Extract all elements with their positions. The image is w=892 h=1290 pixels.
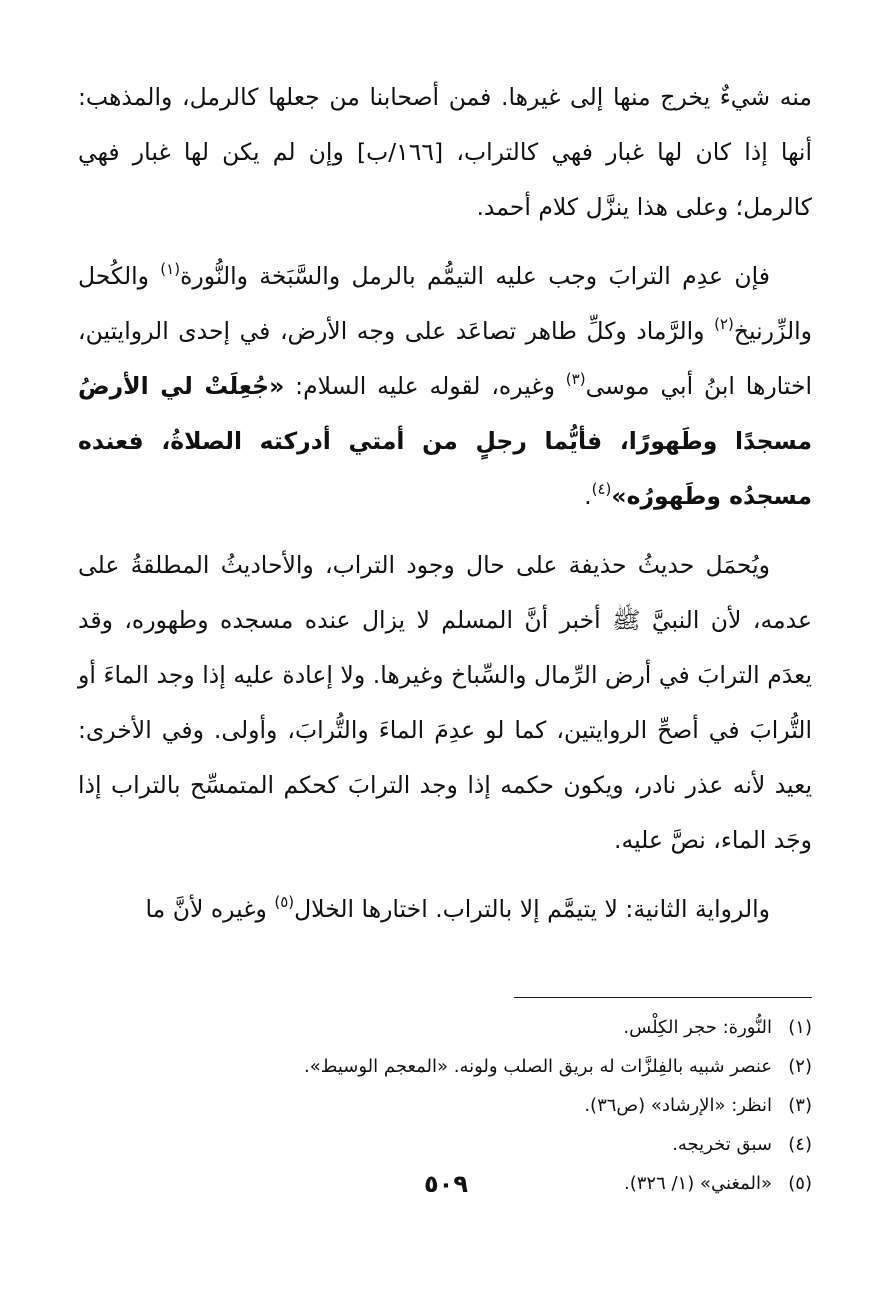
text-run: منه شيءٌ يخرج منها إلى غيرها. فمن أصحابنا من جعلها كالرمل، والمذهب: أنها إذا كان لها غبار فهي كالتراب، [١٦٦/ب] وإن لم يكن لها غبار فهي كالرمل؛ وعلى هذا ينزَّل كلام أحمد. xyxy=(78,83,812,221)
footnote-reference: (٤) xyxy=(591,480,612,498)
footnote-text: «المغني» (١/ ٣٢٦). xyxy=(623,1173,772,1194)
paragraph-gap xyxy=(78,235,812,249)
footnote-text: سبق تخريجه. xyxy=(672,1134,772,1155)
text-run: . xyxy=(584,482,592,510)
paragraph xyxy=(78,538,812,868)
footnote-item xyxy=(78,1047,812,1086)
footnote-item xyxy=(78,1008,812,1047)
paragraph-gap xyxy=(78,868,812,882)
footnote-number: (٣) xyxy=(788,1095,812,1116)
footnote-separator xyxy=(514,997,812,998)
footnote-number: (١) xyxy=(788,1017,812,1038)
text-run: والرواية الثانية: لا يتيمَّم إلا بالتراب. اختارها الخلال xyxy=(294,895,770,923)
footnote-item xyxy=(78,1125,812,1164)
text-run: وغيره لأنَّ ما xyxy=(145,895,275,923)
paragraph-gap xyxy=(78,524,812,538)
footnote-reference: (٢) xyxy=(714,315,734,333)
footnote-reference: (٥) xyxy=(274,893,295,911)
text-run: ويُحمَل حديثُ حذيفة على حال وجود التراب، والأحاديثُ المطلقةُ على عدمه، لأن النبيَّ ﷺ أخبر أنَّ المسلم لا يزال عنده مسجده وطهوره، وقد يعدَم الترابَ في أرض الرِّمال والسِّباخ وغيرها. ولا إعادة عليه إذا وجد الماءَ أو التُّرابَ في أصحِّ الروايتين، كما لو عدِمَ الماءَ والتُّرابَ، وأولى. وفي الأخرى: يعيد لأنه عذر نادر، ويكون حكمه إذا وجد الترابَ كحكم المتمسِّح بالتراب إذا وجَد الماء، نصَّ عليه. xyxy=(78,551,812,854)
footnote-item xyxy=(78,1086,812,1125)
footnote-number: (٢) xyxy=(788,1056,812,1077)
paragraph xyxy=(78,882,812,937)
footnote-text: عنصر شبيه بالفِلزَّات له بريق الصلب ولونه. «المعجم الوسيط». xyxy=(304,1056,772,1077)
hadith-quote: «جُعِلَتْ لي الأرضُ مسجدًا وطَهورًا، فأيُّما رجلٍ من أمتي أدركته الصلاةُ، فعنده مسجدُه وطَهورُه» xyxy=(78,372,812,510)
page-number: ٥٠٩ xyxy=(424,1170,468,1198)
paragraph xyxy=(78,70,812,235)
footnote-text: انظر: «الإرشاد» (ص٣٦). xyxy=(584,1095,772,1116)
footnote-text: النُّورة: حجر الكِلْس. xyxy=(623,1017,772,1038)
text-run: فإن عدِم الترابَ وجب عليه التيمُّم بالرمل والسَّبَخة والنُّورة xyxy=(180,262,771,290)
footnote-number: (٥) xyxy=(788,1173,812,1194)
paragraph xyxy=(78,249,812,524)
footnote-reference: (١) xyxy=(160,260,181,278)
body-text xyxy=(78,70,812,937)
footnote-number: (٤) xyxy=(788,1134,812,1155)
text-run: والرَّماد وكلِّ طاهر تصاعَد على وجه الأرض، في إحدى الروايتين، اختارها ابنُ أبي موسى xyxy=(78,317,812,400)
text-run: وغيره، لقوله عليه السلام: xyxy=(284,372,566,400)
footnote-reference: (٣) xyxy=(565,370,586,388)
text-run: والكُحل والزِّرنيخ xyxy=(78,262,812,345)
